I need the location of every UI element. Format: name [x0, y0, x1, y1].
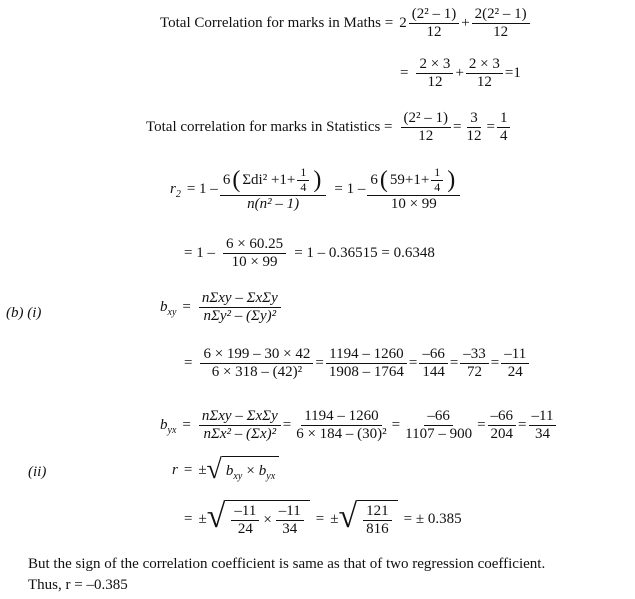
maths-line-2: = $\frac{2 \times 3}{12}$ + $\frac{2 \times 3}{12}$ =1	[400, 56, 521, 91]
stats-label: Total correlation for marks in Statistics =	[146, 119, 393, 136]
maths-frac-2: $\frac{\text{2(2² – 1)}}{12}$	[472, 6, 530, 42]
maths-line-1: Total Correlation for marks in Maths = 2 $\frac{\text{(2² – 1)}}{12}$ + $\frac{\text{2(2² – 1)}}{12}$	[160, 6, 532, 42]
stats-frac-2: $\frac{3}{12}$	[466, 110, 482, 145]
part-ii-label: (ii)	[28, 464, 47, 480]
bxy-calc: = $\frac{6 \times 199 - 30 \times 42}{\text{6 × 318 – (42)²}}$ = $\frac{1194 - 1260}{1908 - 1764}$ = $\frac{-66}{144}$ = $\frac{-33}{72}$ = $\frac{-11}{24}$	[184, 346, 531, 382]
bxy-formula: b xy = $\frac{\text{nΣxy – ΣxΣy}}{\text{nΣy² – (Σy)²}}$	[160, 290, 283, 326]
maths-coef: 2	[399, 15, 407, 32]
maths-label: Total Correlation for marks in Maths =	[160, 15, 394, 32]
byx-line: b yx = $\frac{\text{nΣxy – ΣxΣy}}{\text{nΣx² – (Σx)²}}$ = $\frac{1194 - 1260}{\text{6 × 184 – (30)²}}$ = $\frac{-66}{1107 - 900}$ = $\frac{-66}{204}$ = $\frac{-11}{34}$	[160, 408, 558, 444]
conclusion-line-1: But the sign of the correlation coefficient is same as that of two regression coefficient.	[28, 556, 546, 572]
bxy-frac: $\frac{\text{nΣxy – ΣxΣy}}{\text{nΣy² – (Σy)²}}$	[199, 290, 281, 326]
r-numeric: = ± √ $\frac{-11}{24}$ × $\frac{-11}{34}$ = ± √ $\frac{121}{816}$ = ± 0.385	[184, 498, 462, 538]
sqrt-bxy-byx: √ b xy × b yx	[207, 456, 280, 484]
r-formula: r = ± √ b xy × b yx	[172, 456, 279, 484]
r2-frac-3: $\frac{6 \times 60.25}{10 \times 99}$	[223, 236, 286, 272]
maths-frac-3: $\frac{2 \times 3}{12}$	[416, 56, 453, 92]
stats-frac-1: $\frac{\text{(2² – 1)}}{12}$	[401, 110, 452, 146]
r2-line-1: r 2 = 1 – 6 ( Σdi² +1+ $\frac{1}{4}$ ) n(n² – 1) = 1 – 6 ( 59+1+ $\frac{1}{4}$ ) 10 × 99	[170, 166, 462, 213]
maths-frac-4: $\frac{2 \times 3}{12}$	[466, 56, 503, 92]
r2-symbol: r	[170, 180, 176, 197]
stats-frac-3: $\frac{1}{4}$	[497, 110, 511, 146]
r2-frac-1: 6 ( Σdi² +1+ $\frac{1}{4}$ ) n(n² – 1)	[220, 166, 327, 213]
conclusion-line-2: Thus, r = –0.385	[28, 577, 128, 593]
maths-frac-1: $\frac{\text{(2² – 1)}}{12}$	[409, 6, 460, 42]
part-b-label: (b) (i)	[6, 305, 42, 321]
r2-frac-2: 6 ( 59+1+ $\frac{1}{4}$ ) 10 × 99	[367, 166, 460, 213]
maths-result: =1	[504, 65, 521, 82]
r2-line-2: = 1 – $\frac{6 \times 60.25}{10 \times 99}$ = 1 – 0.36515 = 0.6348	[184, 236, 435, 271]
stats-line: Total correlation for marks in Statistics = $\frac{\text{(2² – 1)}}{12}$ = $\frac{3}{12}$ = $\frac{1}{4}$	[146, 110, 512, 146]
